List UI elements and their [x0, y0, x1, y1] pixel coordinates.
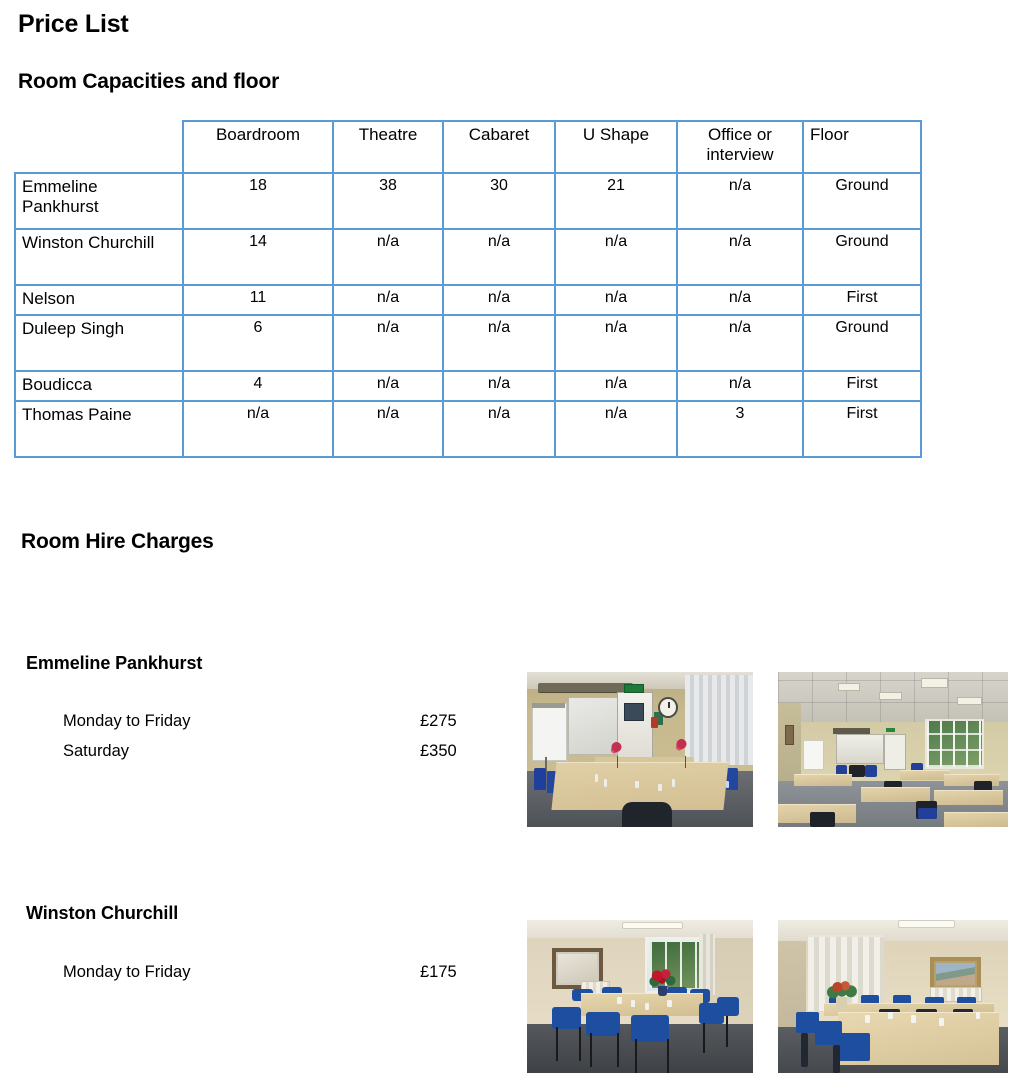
cell-office: 3	[677, 401, 803, 457]
cell-office: n/a	[677, 371, 803, 401]
cell-office: n/a	[677, 229, 803, 285]
cell-boardroom: 11	[183, 285, 333, 315]
cell-theatre: 38	[333, 173, 443, 229]
cell-ushape: n/a	[555, 315, 677, 371]
row-header-room: Duleep Singh	[15, 315, 183, 371]
table-row	[15, 371, 921, 401]
row-header-room: Nelson	[15, 285, 183, 315]
column-header-theatre: Theatre	[333, 121, 443, 173]
cell-cabaret: n/a	[443, 285, 555, 315]
cell-theatre: n/a	[333, 315, 443, 371]
cell-cabaret: 30	[443, 173, 555, 229]
table-row	[15, 315, 921, 371]
cell-ushape: n/a	[555, 371, 677, 401]
charge-period-label: Monday to Friday	[63, 712, 191, 730]
charge-period-label: Monday to Friday	[63, 963, 191, 981]
capacities-table-container	[14, 120, 920, 458]
cell-boardroom: 4	[183, 371, 333, 401]
table-row	[15, 229, 921, 285]
charge-price-value: £275	[420, 712, 457, 730]
cell-ushape: n/a	[555, 229, 677, 285]
cell-office: n/a	[677, 173, 803, 229]
column-header-floor: Floor	[803, 121, 921, 173]
cell-floor: First	[803, 285, 921, 315]
cell-floor: First	[803, 401, 921, 457]
cell-floor: Ground	[803, 315, 921, 371]
table-corner-cell	[15, 121, 183, 173]
column-header-ushape: U Shape	[555, 121, 677, 173]
table-row	[15, 401, 921, 457]
room-photo-emmeline-pankhurst-classroom	[778, 672, 1008, 827]
section-heading-charges: Room Hire Charges	[21, 530, 214, 553]
column-header-cabaret: Cabaret	[443, 121, 555, 173]
cell-boardroom: n/a	[183, 401, 333, 457]
cell-theatre: n/a	[333, 285, 443, 315]
room-photo-winston-churchill-boardroom	[527, 920, 753, 1073]
table-row	[15, 285, 921, 315]
column-header-office-or-interview: Office or interview	[677, 121, 803, 173]
cell-theatre: n/a	[333, 371, 443, 401]
cell-cabaret: n/a	[443, 401, 555, 457]
page-title: Price List	[18, 10, 129, 38]
row-header-room: Thomas Paine	[15, 401, 183, 457]
cell-floor: Ground	[803, 229, 921, 285]
table-row	[15, 173, 921, 229]
cell-theatre: n/a	[333, 401, 443, 457]
row-header-room: Winston Churchill	[15, 229, 183, 285]
room-photo-winston-churchill-ushape	[778, 920, 1008, 1073]
row-header-room: Emmeline Pankhurst	[15, 173, 183, 229]
charge-room-name-emmeline-pankhurst: Emmeline Pankhurst	[26, 653, 203, 673]
charge-price-value: £175	[420, 963, 457, 981]
table-header-row	[15, 121, 921, 173]
charge-period-label: Saturday	[63, 742, 130, 760]
room-capacities-table	[14, 120, 922, 458]
cell-floor: First	[803, 371, 921, 401]
cell-ushape: n/a	[555, 401, 677, 457]
row-header-room: Boudicca	[15, 371, 183, 401]
cell-boardroom: 6	[183, 315, 333, 371]
cell-ushape: n/a	[555, 285, 677, 315]
cell-ushape: 21	[555, 173, 677, 229]
cell-cabaret: n/a	[443, 371, 555, 401]
cell-theatre: n/a	[333, 229, 443, 285]
cell-cabaret: n/a	[443, 315, 555, 371]
cell-boardroom: 14	[183, 229, 333, 285]
charge-room-name-winston-churchill: Winston Churchill	[26, 903, 179, 923]
room-photo-emmeline-pankhurst-boardroom	[527, 672, 753, 827]
cell-floor: Ground	[803, 173, 921, 229]
column-header-boardroom: Boardroom	[183, 121, 333, 173]
section-heading-capacities: Room Capacities and floor	[18, 70, 280, 93]
cell-office: n/a	[677, 315, 803, 371]
cell-boardroom: 18	[183, 173, 333, 229]
cell-office: n/a	[677, 285, 803, 315]
cell-cabaret: n/a	[443, 229, 555, 285]
charge-price-value: £350	[420, 742, 457, 760]
